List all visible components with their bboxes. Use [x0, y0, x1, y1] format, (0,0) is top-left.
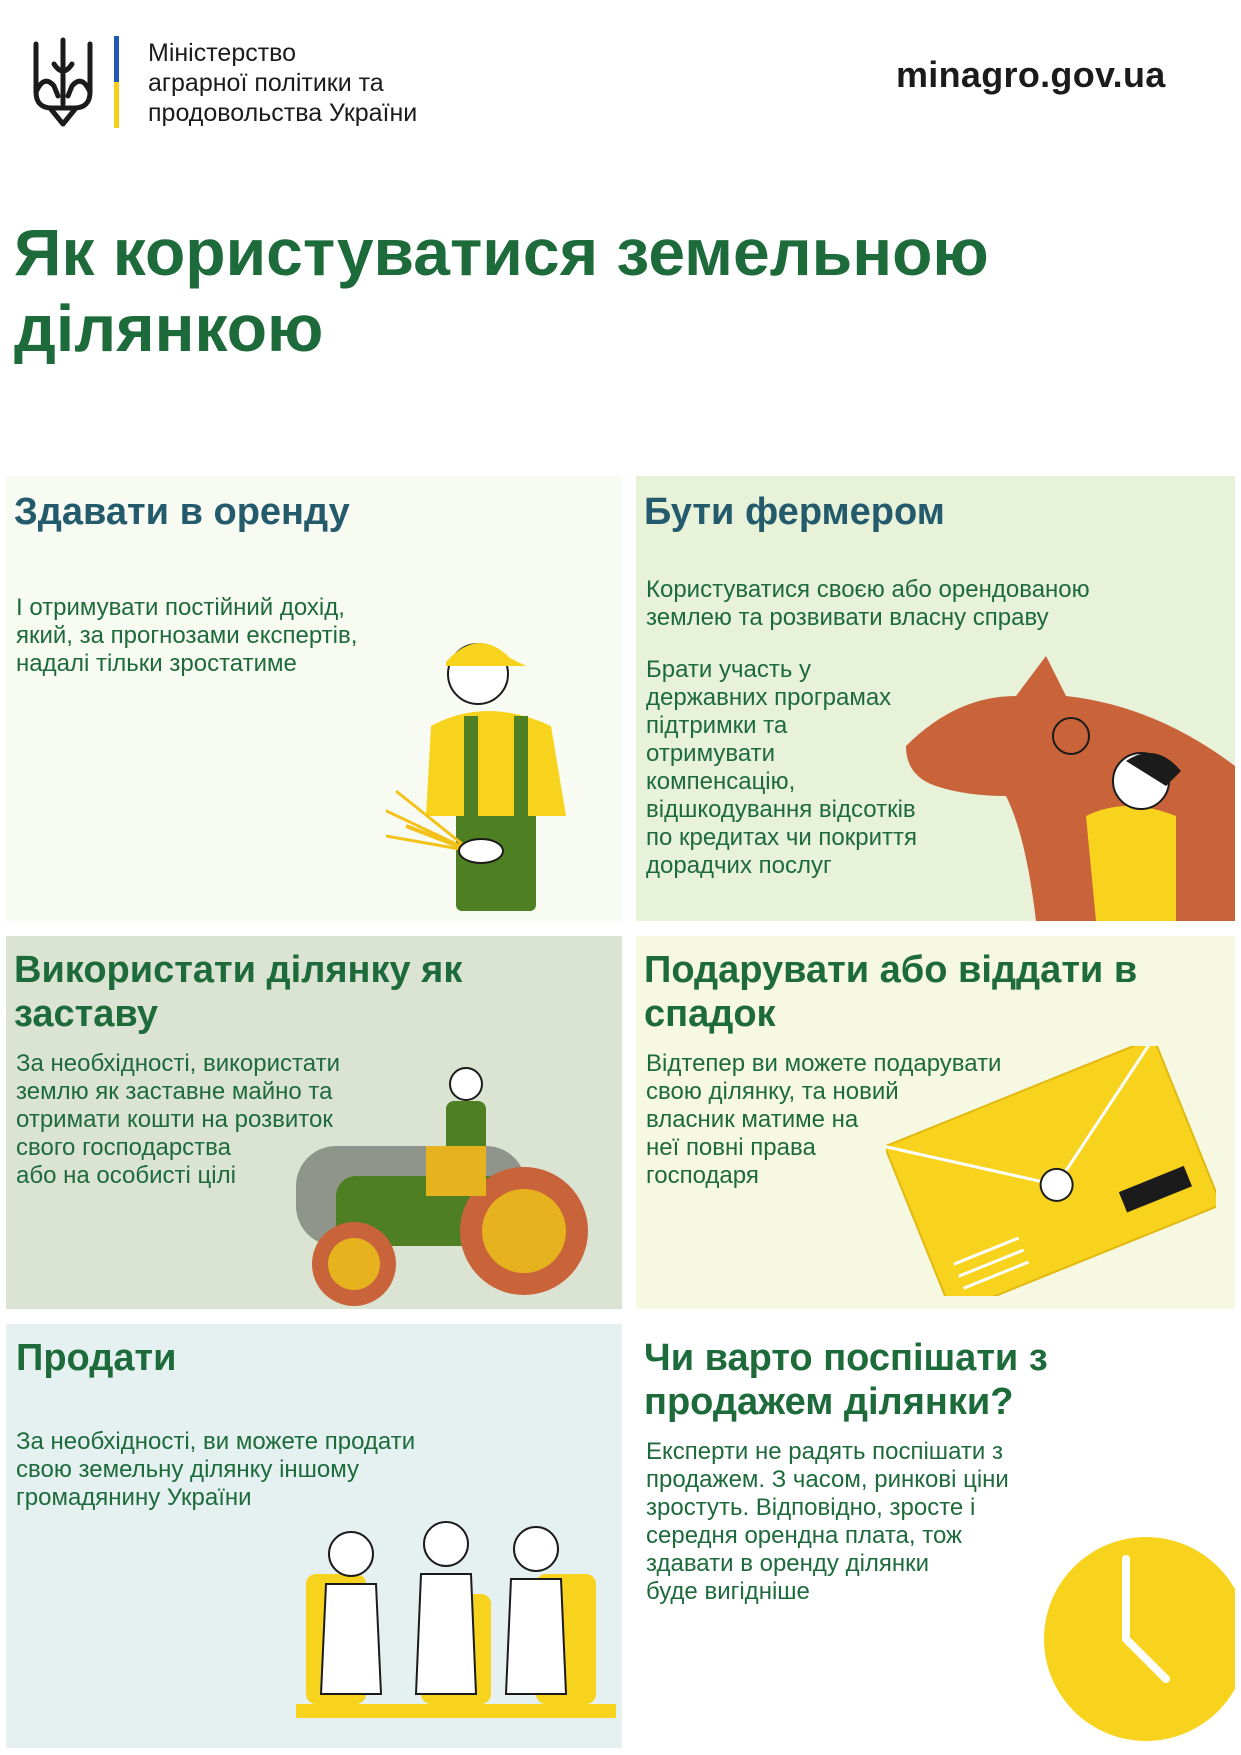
title-line: Як користуватися земельною: [14, 215, 989, 289]
card-title-line: Чи варто поспішати з: [644, 1337, 1048, 1379]
card-text: [16, 1050, 340, 1190]
woman-grooming-horse-icon: [896, 636, 1235, 921]
card-title: [16, 1336, 176, 1380]
card-text-secondary: [646, 656, 917, 880]
card-text-line: господаря: [646, 1162, 759, 1189]
card-title-line: Використати ділянку як: [14, 949, 463, 991]
card-text-line: який, за прогнозами експертів,: [16, 622, 358, 649]
card-text-line: свого господарства: [16, 1134, 231, 1161]
card-farmer: [636, 476, 1235, 921]
card-text-line: землею та розвивати власну справу: [646, 604, 1049, 631]
card-text: [646, 1050, 1001, 1190]
flag-bar: [114, 36, 119, 128]
ministry-line: аграрної політики та: [148, 69, 384, 97]
ministry-name: [148, 38, 417, 128]
card-title: [644, 1336, 1048, 1424]
clock-icon: [1036, 1509, 1235, 1748]
three-people-meeting-icon: [296, 1514, 616, 1744]
card-title-line: продажем ділянки?: [644, 1381, 1014, 1423]
card-text-line: компенсацію,: [646, 768, 796, 795]
card-text-line: буде вигідніше: [646, 1578, 810, 1605]
card-text: [646, 1438, 1009, 1606]
card-text-line: громадянину України: [16, 1484, 252, 1511]
card-title-line: Бути фермером: [644, 491, 945, 533]
card-text: [646, 576, 1090, 632]
card-text-line: За необхідності, використати: [16, 1050, 340, 1077]
card-text: [16, 1428, 415, 1512]
card-text-line: підтримки та: [646, 712, 788, 739]
card-text-line: землю як заставне майно та: [16, 1078, 333, 1105]
farmer-on-tractor-icon: [296, 1066, 622, 1309]
ministry-line: продовольства України: [148, 99, 418, 127]
card-should-hurry: [636, 1324, 1235, 1748]
card-text-line: надалі тільки зростатиме: [16, 650, 297, 677]
card-gift-inheritance: [636, 936, 1235, 1309]
website-link[interactable]: minagro.gov.ua: [896, 54, 1166, 95]
page-title: [14, 214, 1214, 366]
farmer-with-wheat-icon: [386, 616, 616, 916]
card-text-line: державних програмах: [646, 684, 892, 711]
card-text-line: За необхідності, ви можете продати: [16, 1428, 416, 1455]
ministry-line: Міністерство: [148, 39, 297, 67]
card-text-line: неї повні права: [646, 1134, 816, 1161]
card-text-line: свою ділянку, та новий: [646, 1078, 899, 1105]
card-title: [644, 948, 1137, 1036]
card-lease: [6, 476, 622, 921]
card-text-line: отримувати: [646, 740, 776, 767]
card-text-line: Відтепер ви можете подарувати: [646, 1050, 1002, 1077]
card-title: [644, 490, 945, 534]
title-line: ділянкою: [14, 291, 324, 365]
card-text-line: дорадчих послуг: [646, 852, 832, 879]
card-text-line: здавати в оренду ділянки: [646, 1550, 930, 1577]
card-text-line: Експерти не радять поспішати з: [646, 1438, 1003, 1465]
card-title-line: Подарувати або віддати в: [644, 949, 1138, 991]
card-text-line: зростуть. Відповідно, зросте і: [646, 1494, 976, 1521]
card-text-line: відшкодування відсотків: [646, 796, 916, 823]
card-text-line: Користуватися своєю або орендованою: [646, 576, 1090, 603]
card-text-line: або на особисті цілі: [16, 1162, 236, 1189]
card-sell: [6, 1324, 622, 1748]
card-text-line: продажем. З часом, ринкові ціни: [646, 1466, 1009, 1493]
card-text: [16, 594, 357, 678]
card-title-line: Продати: [16, 1337, 177, 1379]
card-text-line: середня орендна плата, тож: [646, 1522, 963, 1549]
card-text-line: свою земельну ділянку іншому: [16, 1456, 360, 1483]
card-text-line: по кредитах чи покриття: [646, 824, 917, 851]
card-title-line: заставу: [14, 993, 158, 1035]
card-title: [14, 948, 462, 1036]
card-title: [14, 490, 350, 534]
card-text-line: І отримувати постійний дохід,: [16, 594, 345, 621]
trident-emblem-icon: [30, 34, 96, 130]
card-text-line: власник матиме на: [646, 1106, 859, 1133]
card-title-line: спадок: [644, 993, 776, 1035]
card-text-line: Брати участь у: [646, 656, 811, 683]
card-text-line: отримати кошти на розвиток: [16, 1106, 333, 1133]
card-title-line: Здавати в оренду: [14, 491, 350, 533]
card-collateral: [6, 936, 622, 1309]
